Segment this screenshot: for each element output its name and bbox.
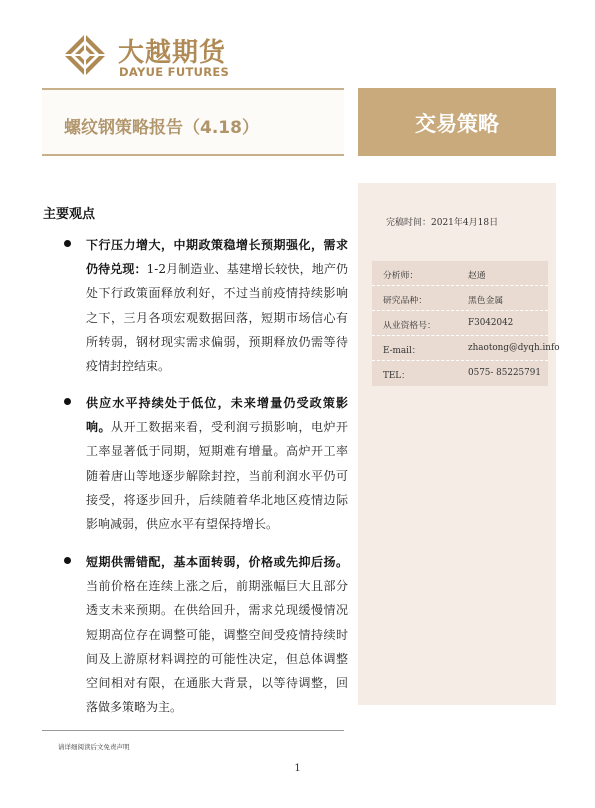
info-row-email — [372, 336, 560, 361]
info-value: 黑色金属 — [468, 296, 504, 306]
key-point-1 — [68, 233, 348, 378]
bullet-icon — [64, 557, 71, 564]
page-number: 1 — [294, 763, 301, 774]
analyst-info-table — [372, 261, 560, 386]
section-title: 主要观点 — [43, 207, 96, 222]
info-value: 赵通 — [468, 271, 486, 281]
info-row-license — [372, 311, 548, 336]
point-heading: 下行压力增大，中期政策稳增长预期强化，需求仍待兑现： — [86, 238, 348, 277]
finish-time: 完稿时间：2021年4月18日 — [386, 218, 499, 228]
bullet-icon — [64, 398, 71, 405]
logo-chinese-name: 大越期货 — [118, 38, 227, 68]
point-text: 从开工数据来看，受利润亏损影响，电炉开工率显著低于同期，短期难有增量。高炉开工率随着唐山等地逐步解除封控，当前利润水平仍可接受，将逐步回升，后续随着华北地区疫情边际影响减弱，供应水平有望保持增长。 — [86, 420, 348, 532]
bullet-icon — [64, 240, 71, 247]
key-point-3 — [68, 550, 348, 719]
point-text: 当前价格在连续上涨之后，前期涨幅巨大且部分透支未来预期。在供给回升，需求兑现缓慢情况短期高位存在调整可能，调整空间受疫情持续时间及上游原材料调控的可能性决定，但总体调整空间相对有限，在通胀大背景，以等待调整，回落做多策略为主。 — [86, 579, 348, 715]
info-sidebar — [358, 183, 560, 705]
info-label: 分析师： — [383, 271, 419, 281]
point-heading: 供应水平持续处于低位，未来增量仍受政策影响。 — [86, 396, 348, 435]
logo-english-name: DAYUE FUTURES — [119, 65, 230, 79]
info-label: TEL： — [383, 371, 410, 381]
info-label: 研究品种： — [383, 296, 427, 306]
info-label: 从业资格号： — [383, 321, 436, 331]
footer-divider — [42, 730, 344, 731]
dayue-diamond-logo-icon — [62, 32, 108, 78]
info-row-variety — [372, 286, 548, 311]
point-paragraph — [86, 233, 348, 378]
info-value: F3042042 — [468, 318, 514, 328]
trading-strategy-banner — [358, 88, 556, 156]
info-label: E-mail： — [383, 346, 421, 356]
point-paragraph — [86, 550, 348, 719]
point-text: 1-2月制造业、基建增长较快，地产仍处下行政策面释放利好，不过当前疫情持续影响之下，三月各项宏观数据回落，短期市场信心有所转弱，钢材现实需求偏弱，预期释放仍需等待疫情封控结束。 — [86, 262, 348, 374]
info-row-tel — [372, 361, 548, 386]
trading-strategy-label: 交易策略 — [415, 112, 499, 136]
info-value: 0575- 85225791 — [468, 368, 541, 378]
disclaimer-note: 请详细阅读后文免责声明 — [58, 743, 130, 751]
info-value-email[interactable]: zhaotong@dyqh.info — [468, 343, 560, 353]
company-logo — [62, 28, 232, 80]
point-heading: 短期供需错配，基本面转弱，价格或先抑后扬。 — [86, 555, 348, 569]
report-title-band — [42, 88, 344, 156]
point-paragraph — [86, 391, 348, 536]
info-row-analyst — [372, 261, 548, 286]
report-title: 螺纹钢策略报告（4.18） — [64, 118, 259, 138]
key-point-2 — [68, 391, 348, 536]
